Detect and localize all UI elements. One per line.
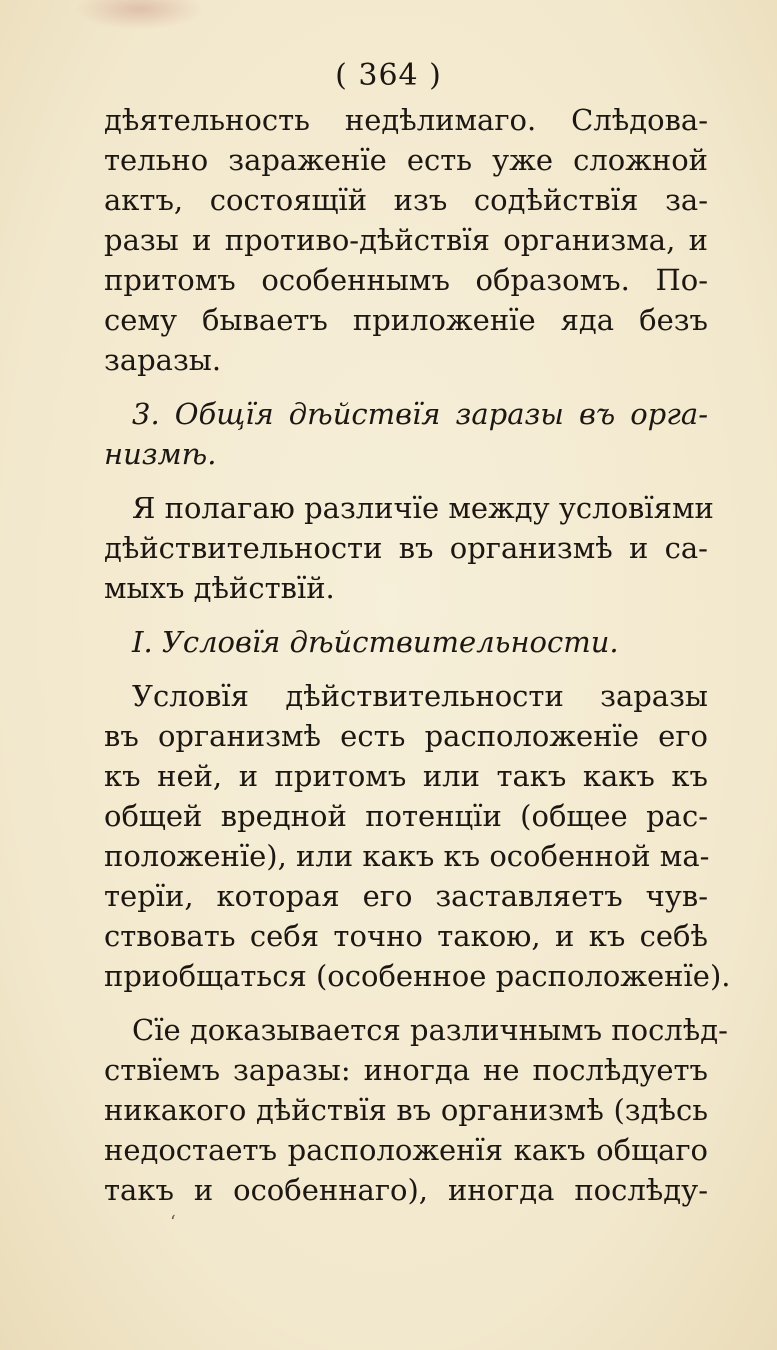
text-line: дѣйствительности въ организмѣ и са- [104,531,708,565]
text-line: актъ, состоящїй изъ содѣйствїя за- [104,183,708,217]
text-line: недостаетъ расположенїя какъ общаго [104,1133,708,1167]
body-text [104,100,731,1210]
text-line: Я полагаю различїе между условїями [132,491,714,525]
paragraph-gap [104,662,708,676]
text-line: дѣятельность недѣлимаго. Слѣдова- [104,103,708,137]
text-line: общей вредной потенцїи (общее рас- [104,799,708,833]
text-line: ствовать себя точно такою, и къ себѣ [104,919,708,953]
text-line: терїи, которая его заставляетъ чув- [104,879,708,913]
text-line: никакого дѣйствїя въ организмѣ (здѣсь [104,1093,708,1127]
text-line: ствїемъ заразы: иногда не послѣдуетъ [104,1053,708,1087]
text-line: приобщаться (особенное расположенїе). [104,959,731,993]
text-line: въ организмѣ есть расположенїе его [104,719,708,753]
text-line: такъ и особеннаго), иногда послѣду- [104,1173,708,1207]
text-line: Условїя дѣйствительности заразы [132,679,708,713]
text-line: разы и противо-дѣйствїя организма, и [104,223,708,257]
text-line: положенїе), или какъ къ особенной ма- [104,839,710,873]
paragraph-gap [104,608,708,622]
text-line: тельно зараженїе есть уже сложной [104,143,708,177]
footer-mark: ‘ [170,1212,176,1233]
subsection-heading: I. Условїя дѣйствительности. [132,625,619,659]
text-line: притомъ особеннымъ образомъ. По- [104,263,708,297]
page-number: ( 364 ) [335,58,442,93]
section-heading: 3. Общїя дѣйствїя заразы въ орга- [132,397,708,431]
text-line: заразы. [104,343,222,377]
text-line: мыхъ дѣйствїй. [104,571,335,605]
text-line: сему бываетъ приложенїе яда безъ [104,303,708,337]
paper-stain [75,0,205,30]
paragraph-gap [104,380,708,394]
paragraph-gap [104,474,708,488]
text-line: Сїе доказывается различнымъ послѣд- [132,1013,728,1047]
paragraph-gap [104,996,708,1010]
section-heading: низмѣ. [104,437,217,471]
text-line: къ ней, и притомъ или такъ какъ къ [104,759,708,793]
